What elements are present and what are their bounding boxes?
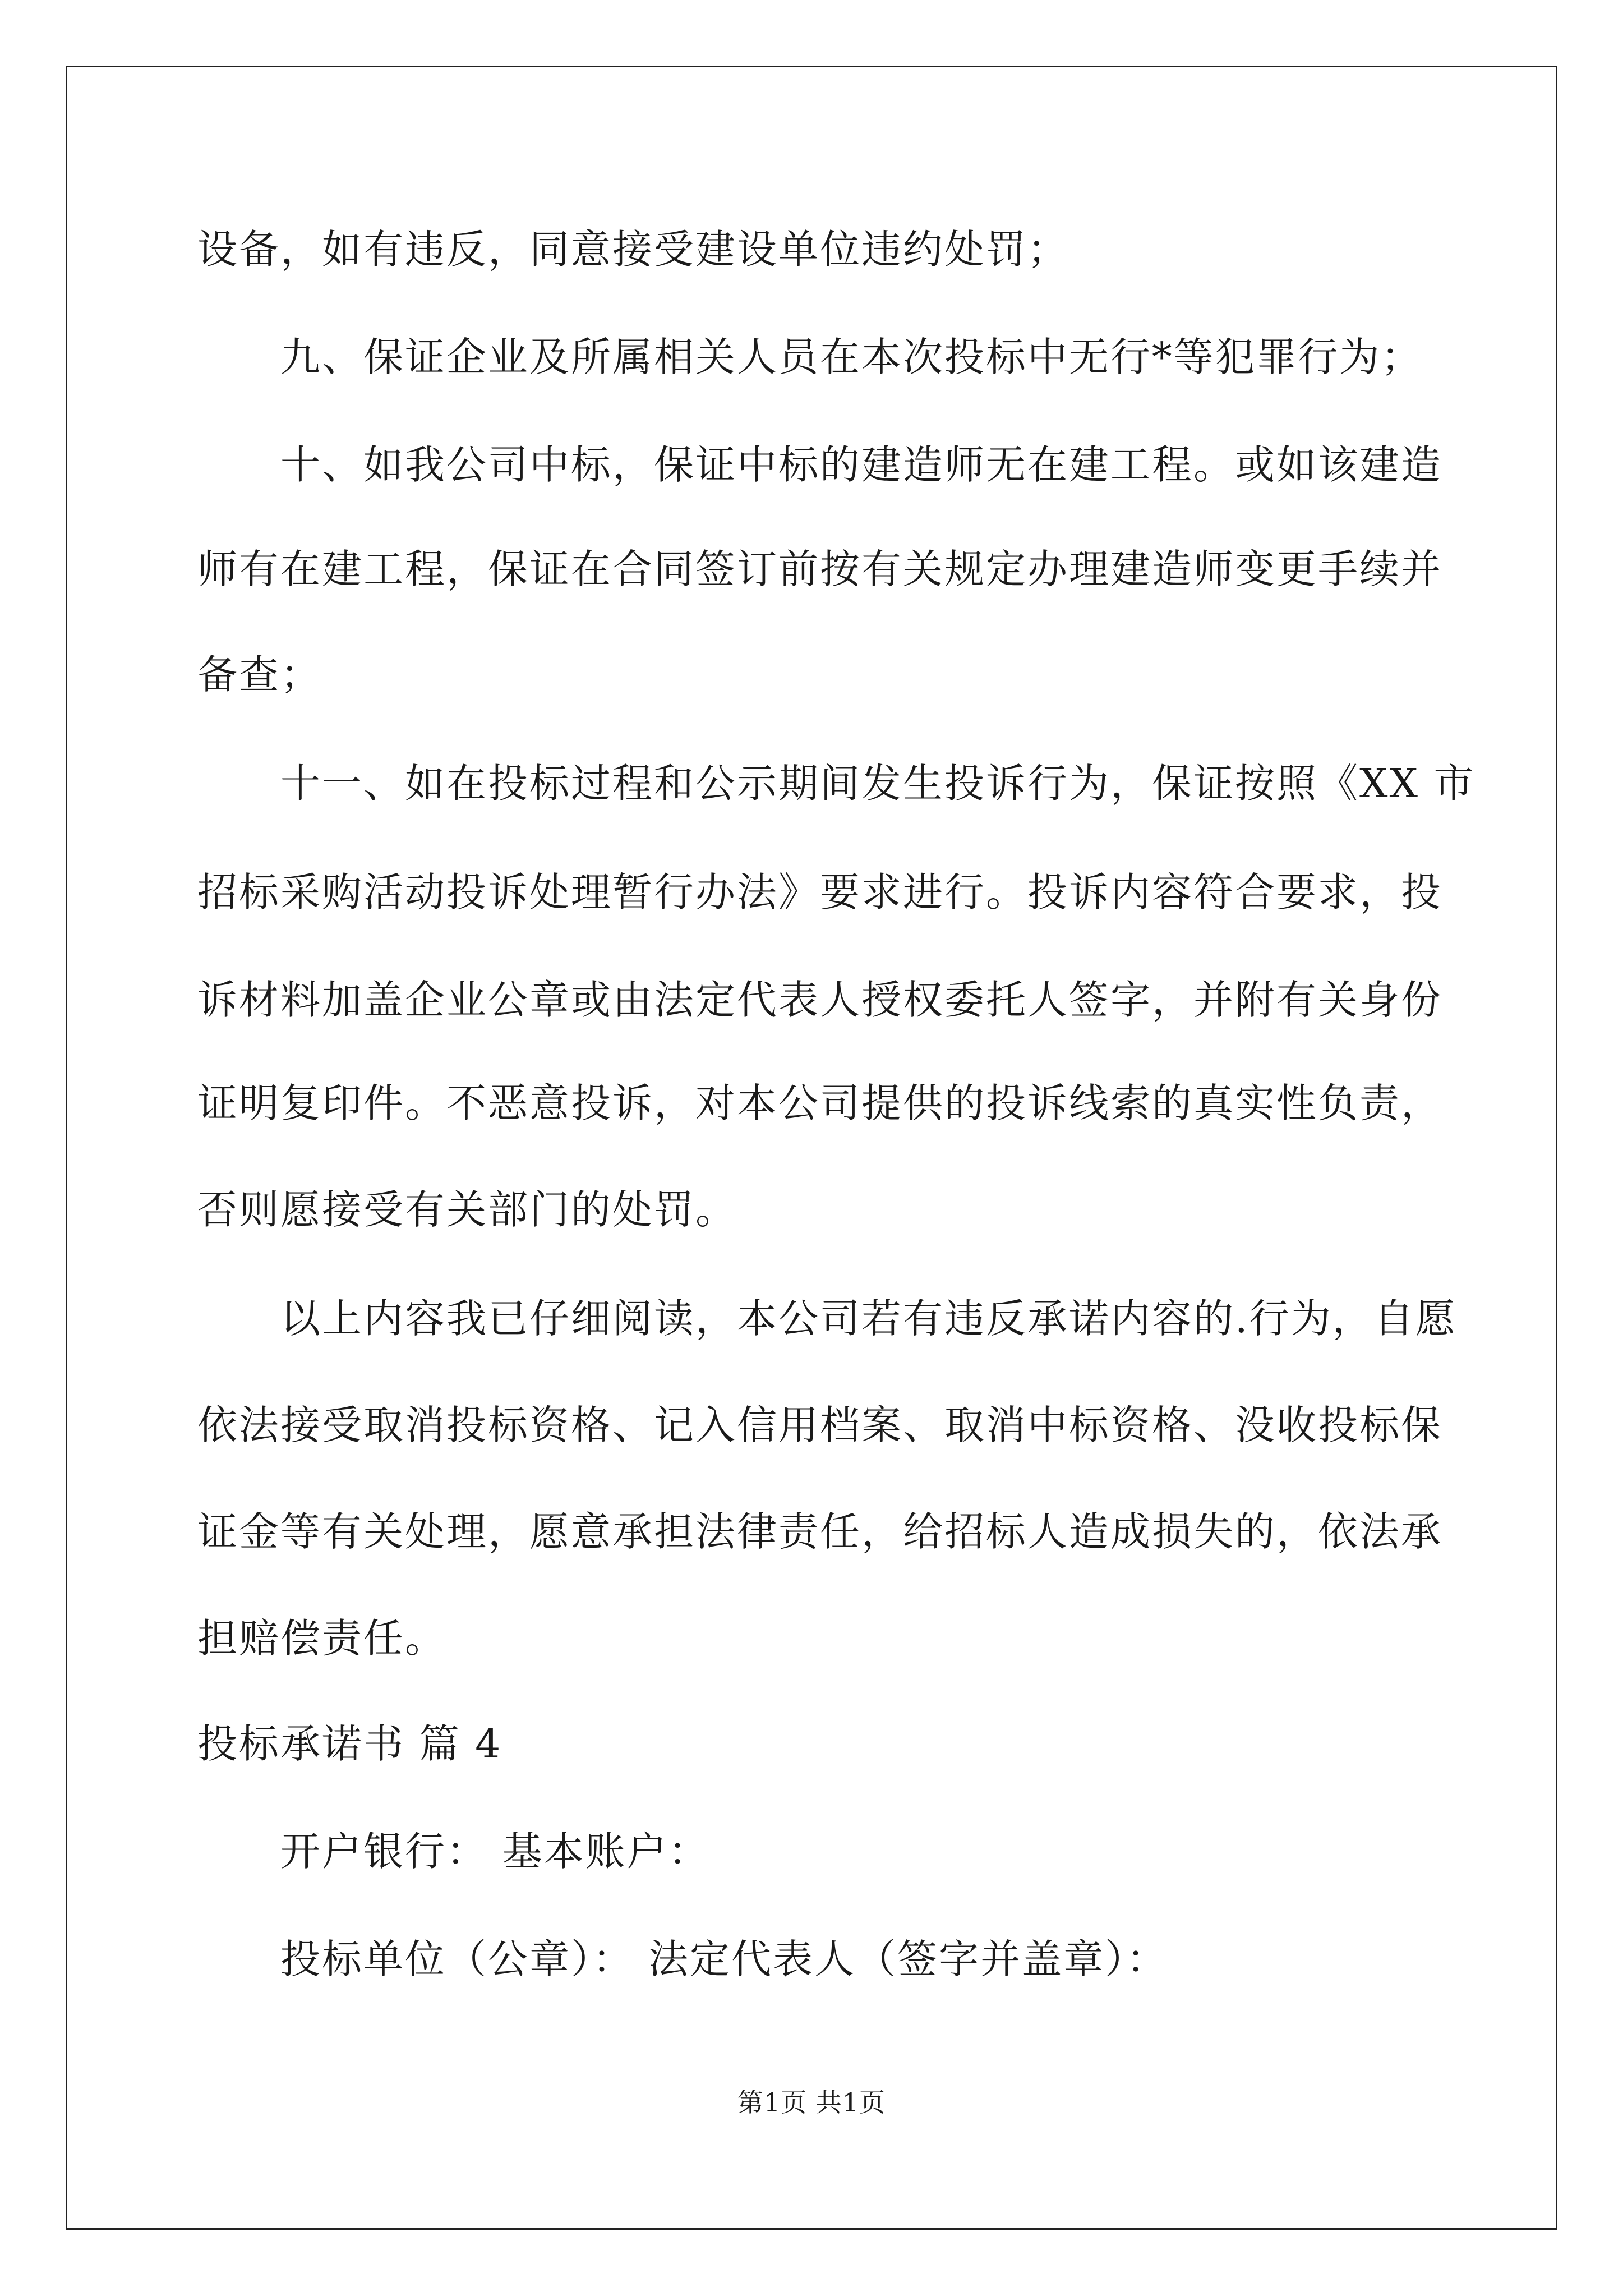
paragraph-clause-9: 九、保证企业及所属相关人员在本次投标中无行*等犯罪行为； xyxy=(280,334,1423,380)
text-line: 招标采购活动投诉处理暂行办法》要求进行。投诉内容符合要求，投 xyxy=(197,869,1443,915)
text-line: 设备，如有违反，同意接受建设单位违约处罚； xyxy=(197,226,1069,273)
paragraph-clause-11: 十一、如在投标过程和公示期间发生投诉行为，保证按照《XX 市 xyxy=(280,760,1476,807)
text-line: 否则愿接受有关部门的处罚。 xyxy=(197,1186,737,1233)
text-line: 证金等有关处理，愿意承担法律责任，给招标人造成损失的，依法承 xyxy=(197,1508,1443,1555)
page-border xyxy=(66,66,1557,2230)
text-line: 依法接受取消投标资格、记入信用档案、取消中标资格、没收投标保 xyxy=(197,1402,1443,1448)
text-line: 师有在建工程，保证在合同签订前按有关规定办理建造师变更手续并 xyxy=(197,546,1443,592)
page-number-footer: 第1页 共1页 xyxy=(737,2087,886,2118)
signature-line: 投标单位（公章）： 法定代表人（签字并盖章）： xyxy=(280,1936,1168,1982)
paragraph-clause-10: 十、如我公司中标，保证中标的建造师无在建工程。或如该建造 xyxy=(280,441,1443,488)
text-line: 担赔偿责任。 xyxy=(197,1615,447,1662)
paragraph-conclusion: 以上内容我已仔细阅读，本公司若有违反承诺内容的.行为，自愿 xyxy=(280,1295,1457,1342)
text-line: 诉材料加盖企业公章或由法定代表人授权委托人签字，并附有关身份 xyxy=(197,977,1443,1023)
text-line: 备查； xyxy=(197,651,322,698)
bank-account-line: 开户银行： 基本账户： xyxy=(280,1828,710,1875)
text-line: 证明复印件。不恶意投诉，对本公司提供的投诉线索的真实性负责， xyxy=(197,1080,1443,1126)
section-heading: 投标承诺书 篇 4 xyxy=(197,1720,502,1767)
